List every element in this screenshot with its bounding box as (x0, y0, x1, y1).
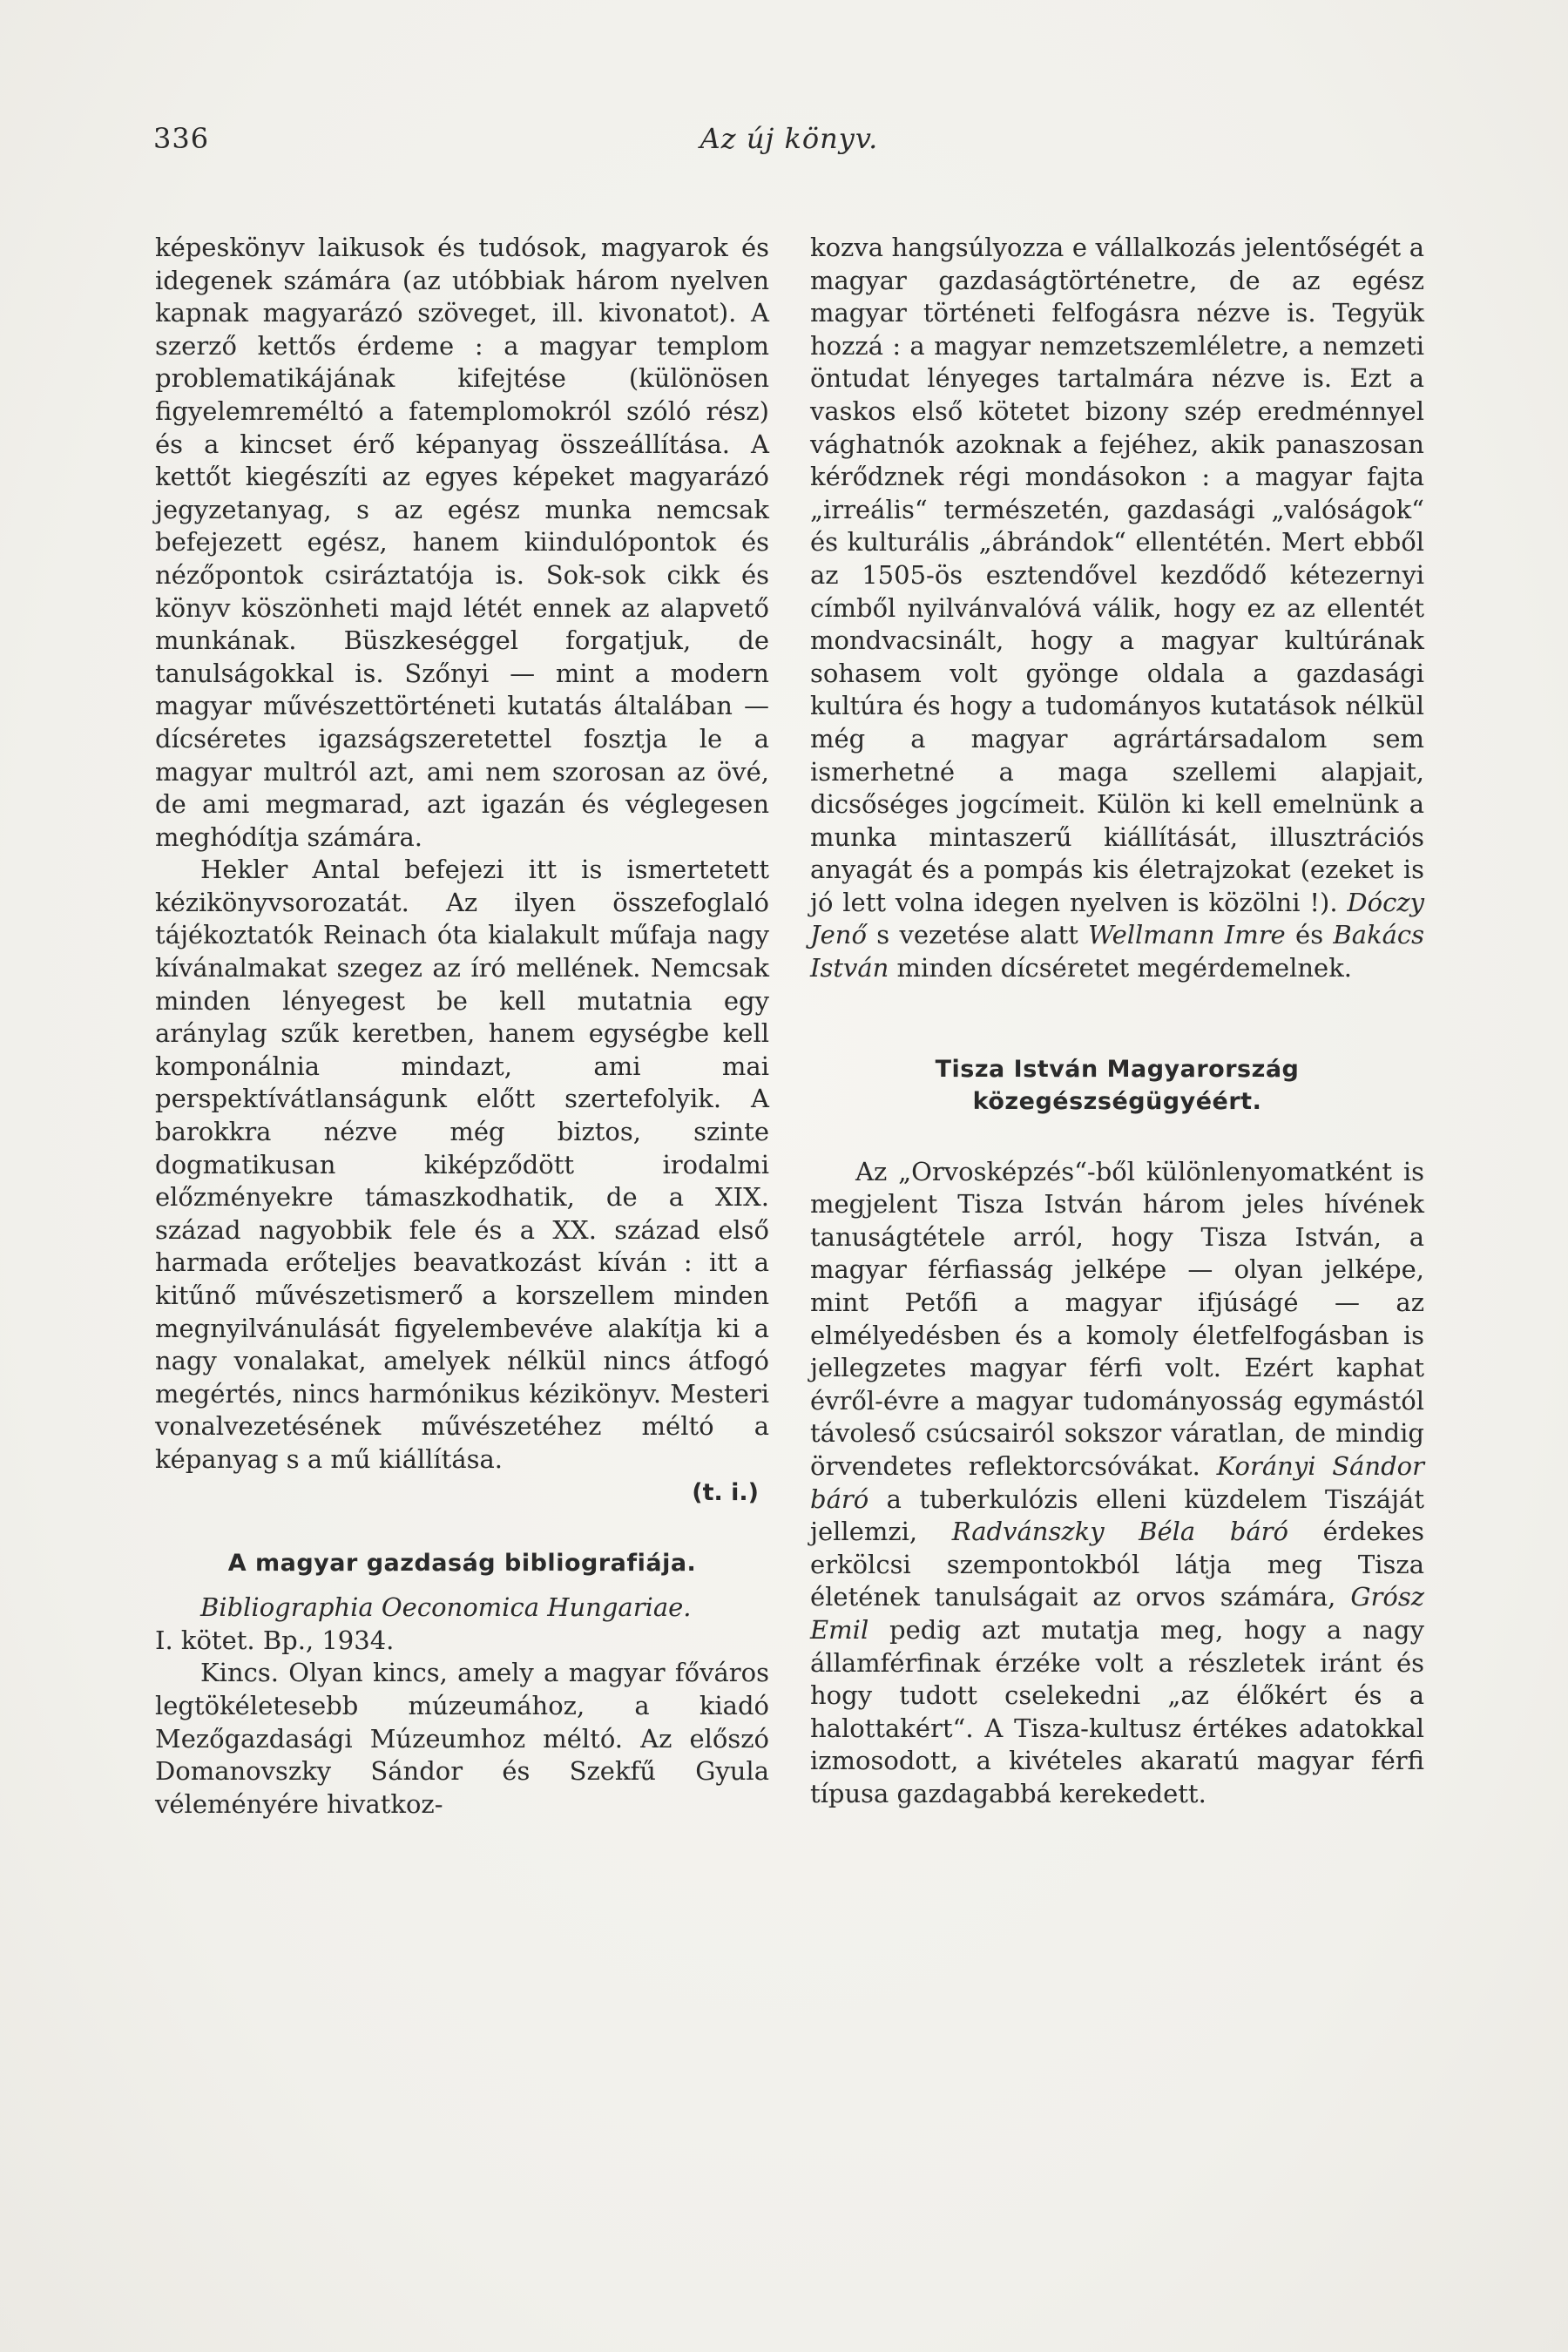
right-paragraph-2 (810, 1156, 1424, 1811)
page-number: 336 (153, 122, 210, 155)
person-name-koranyi: Korányi Sándor báró (810, 1451, 1424, 1514)
heading-spacer (810, 1118, 1424, 1156)
right-paragraph-2-text-a: Az „Orvosképzés“-ből különlenyomatként is megjelent Tisza István három jeles hívének tanuságtétele arról, hogy Tisza István, a magyar férfiasság jelképe — olyan jelképe, mint Petőfi a magyar ifjúságé — az elmélyedésben és a komoly életfelfogásban is jellegzetes magyar férfi volt. Ezért kaphat évről-évre a magyar tudományosság egymástól távoleső csúcsairól sokszor váratlan, de mindig örvendetes reflektorcsóvákat. (810, 1156, 1424, 1481)
right-paragraph-1-text-c: és (1285, 920, 1334, 950)
section-spacer (155, 1509, 769, 1547)
author-signature: (t. i.) (692, 1478, 759, 1506)
book-title: Bibliographia Oeconomica Hungariae. (200, 1592, 692, 1623)
left-paragraph-3: Kincs. Olyan kincs, amely a magyar főváros legtökéletesebb múzeumához, a kiadó Mezőgazdasági Múzeumhoz méltó. Az előszó Domanovszky Sándor és Szekfű Gyula véleményére hivatkoz- (155, 1658, 769, 1819)
right-paragraph-1-text-b: s vezetése alatt (866, 920, 1089, 950)
heading-spacer (155, 1579, 769, 1592)
right-paragraph-1-text-a: kozva hangsúlyozza e vállalkozás jelentőségét a magyar gazdaságtörténetre, de az egész magyar történeti felfogásra nézve is. Tegyük hozzá : a magyar nemzetszemléletre, a nemzeti öntudat lényeges tartalmára nézve is. Ezt a vaskos első kötetet bizony szép eredménnyel vághatnók azoknak a fejéhez, akik panaszosan kérődznek régi mondásokon : a magyar fajta „irreális“ természetén, gazdasági „valóságok“ és kulturális „ábrándok“ ellentétén. Mert ebből az 1505-ös esztendővel kezdődő kétezernyi címből nyilvánvalóvá válik, hogy ez az ellentét mondvacsinált, hogy a magyar kultúrának sohasem volt gyönge oldala a gazdasági kultúra és hogy a tudományos kutatások nélkül még a magyar agrártársadalom sem ismerhetné a maga szellemi alapjait, dicsőséges jogcímeit. Külön ki kell emelnünk a munka mintaszerű kiállítását, illusztrációs anyagát és a pompás kis életrajzokat (ezeket is jó lett volna idegen nyelven is közölni !). (810, 233, 1424, 917)
right-column (810, 232, 1424, 1811)
right-paragraph-1-text-d: minden dícséretet megérdemelnek. (889, 953, 1353, 983)
right-paragraph-2-text-c: érdekes erkölcsi szempontokból látja meg Tisza életének tanulságait az orvos számára, (810, 1517, 1424, 1612)
running-head (153, 122, 1425, 157)
right-paragraph-2-text-b: a tuberkulózis elleni küzdelem Tiszáját jellemzi, (810, 1484, 1424, 1547)
book-info: I. kötet. Bp., 1934. (155, 1625, 395, 1655)
left-paragraph-2: Hekler Antal befejezi itt is ismertetett kézikönyvsorozatát. Az ilyen összefoglaló tájékoztatók Reinach óta kialakult műfaja nagy kívánalmakat szegez az író mellének. Nemcsak minden lényegest be kell mutatnia egy aránylag szűk keretben, hanem egységbe kell komponálnia mindazt, ami mai perspektívátlanságunk előtt szertefolyik. A barokkra nézve még biztos, szinte dogmatikusan kiképződött irodalmi előzményekre támaszkodhatik, de a XIX. század nagyobbik fele és a XX. század első harmada erőteljes beavatkozást kíván : itt a kitűnő művészetismerő a korszellem minden megnyilvánulását figyelembevéve alakítja ki a nagy vonalakat, amelyek nélkül nincs átfogó megértés, nincs harmónikus kézikönyv. Mesteri vonalvezetésének művészetéhez méltó a képanyag s a mű kiállítása. (155, 855, 769, 1474)
left-paragraph-1: képeskönyv laikusok és tudósok, magyarok és idegenek számára (az utóbbiak három nyelven kapnak magyarázó szöveget, ill. kivonatot). A szerző kettős érdeme : a magyar templom problematikájának kifejtése (különösen figyelemreméltó a fatemplomokról szóló rész) és a kincset érő képanyag összeállítása. A kettőt kiegészíti az egyes képeket magyarázó jegyzetanyag, s az egész munka nemcsak befejezett egész, hanem kiindulópontok és nézőpontok csiráztatója is. Sok-sok cikk és könyv köszönheti majd létét ennek az alapvető munkának. Büszkeséggel forgatjuk, de tanulságokkal is. Szőnyi — mint a modern magyar művészettörténeti kutatás általában — dícséretes igazságszeretettel fosztja le a magyar multról azt, ami nem szorosan az övé, de ami megmarad, azt igazán és véglegesen meghódítja számára. (155, 233, 769, 852)
person-name-grosz: Grósz Emil (810, 1582, 1424, 1645)
section-heading-tisza: Tisza István Magyarország közegészségügyéért. (935, 1055, 1300, 1115)
left-column (155, 232, 769, 1821)
right-paragraph-2-text-d: pedig azt mutatja meg, hogy a nagy államférfinak érzéke volt a részletek iránt és hogy tudott cselekedni „az élőkért és a halottakért“. A Tisza-kultusz értékes adatokkal izmosodott, a kivételes akaratú magyar férfi típusa gazdagabbá kerekedett. (810, 1614, 1424, 1808)
person-name-wellmann: Wellmann Imre (1088, 920, 1286, 950)
person-name-bakacs: Bakács István (810, 920, 1425, 983)
person-name-doczy: Dóczy Jenő (810, 887, 1424, 950)
section-heading-bibliography: A magyar gazdaság bibliografiája. (227, 1550, 697, 1578)
person-name-radvanszky: Radvánszky Béla báró (951, 1517, 1289, 1547)
journal-title: Az új könyv. (700, 122, 879, 155)
section-spacer (810, 985, 1424, 1053)
right-paragraph-1 (810, 232, 1424, 985)
